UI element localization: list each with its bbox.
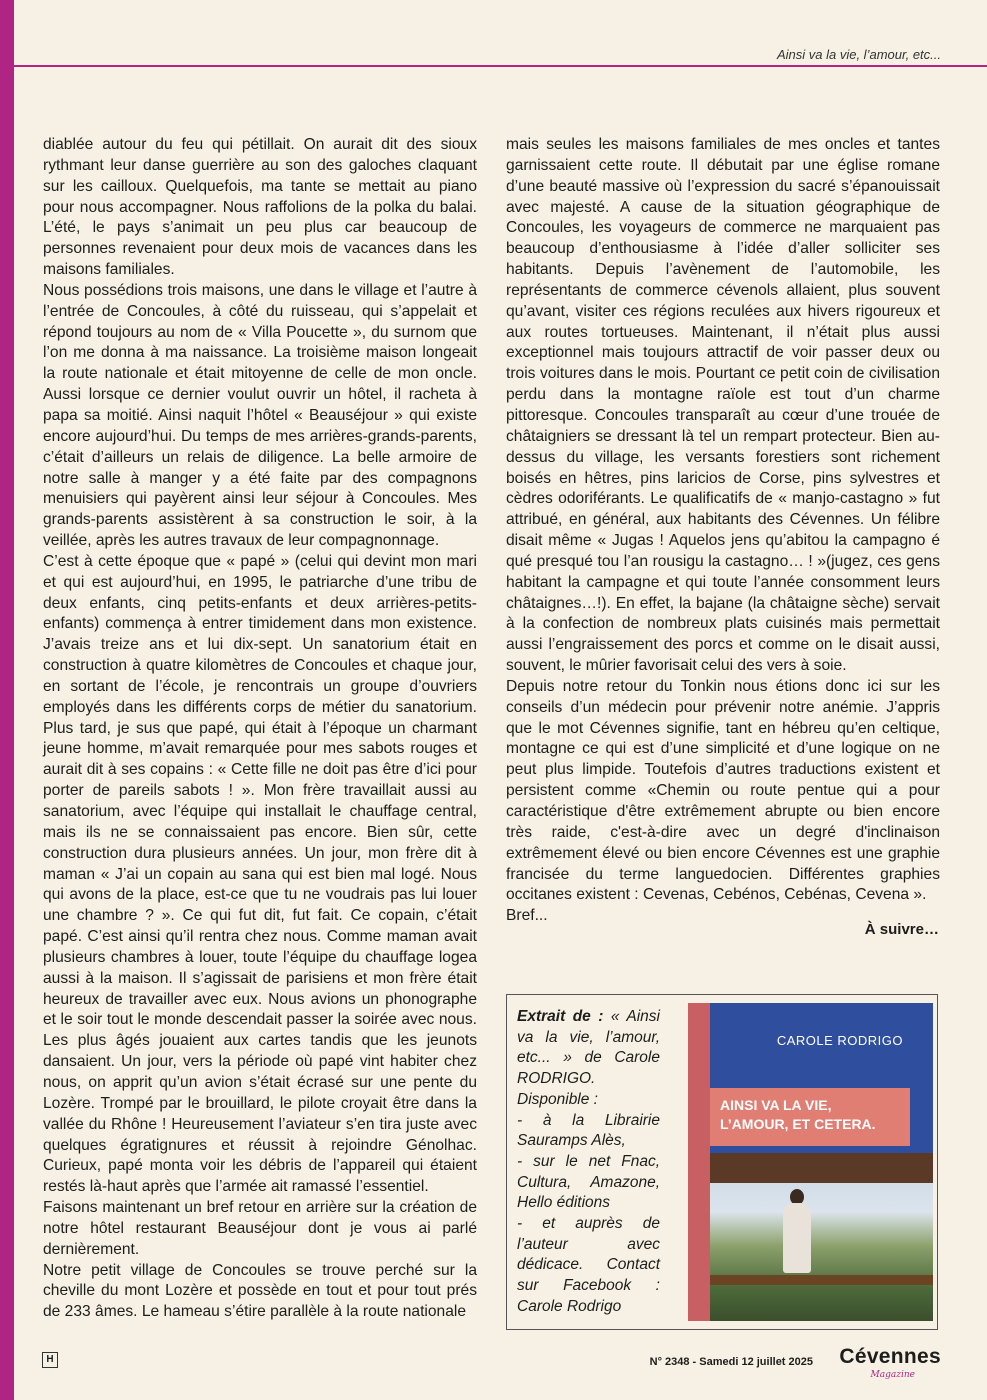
issue-info: N° 2348 - Samedi 12 juillet 2025: [649, 1356, 813, 1368]
paragraph: Notre petit village de Concoules se trouve perché sur la cheville du mont Lozère et possède en tout et pour tout prés de 233 âmes. Le hameau s’étire parallèle à la route nationale: [43, 1261, 477, 1321]
paragraph: mais seules les maisons familiales de mes oncles et tantes garnissaient cette route. Il débutait par une église romane d’une beauté massive où l’expression du sacré s’épanouissait avec majesté. A cause de la situation géographique de Concoules, les voyageurs de commerce ne marquaient pas beaucoup d’enthousiasme à l’idée d’aller solliciter ses habitants. Depuis l’avènement de l’automobile, les représentants de commerce cévenols allaient, plus souvent qu’avant, visiter ces régions reculées aux hivers rigoureux et aux routes tortueuses. Maintenant, il n’était plus aussi exceptionnel mais toujours attractif de voir passer deux ou trois voitures dans le mois. Pourtant ce petit coin de civilisation perdu dans la montagne raïole est tout d’un charme pittoresque. Concoules transparaît au cœur d’une trouée de châtaigniers se dressant là tel un rempart protecteur. Bien au-dessus du village, les versants forestiers sont richement boisés en hêtres, pins laricios de Corse, pins sylvestres et cèdres odoriférants. Le qualificatifs de « manjo-castagno » fut attribué, en général, aux habitants des Cévennes. Un félibre disait même « Jugas ! Aquelos jens qu’abitou la campagno é qué presqué tou l’an rousigu la castagno… ! »(jugez, ces gens habitant la campagne et qui toute l’année consomment leurs châtaignes…!). En effet, la bajane (la châtaigne sèche) servait à la confection de nombreux plats cuisinés mais permettait aussi l’engraissement des porcs et comme on le disait aussi, souvent, le mûrier favorisait celui des vers à soie.: [506, 136, 940, 675]
book-roof: [710, 1153, 933, 1183]
book-extract-box: [506, 994, 938, 1330]
article-left-column: [43, 135, 477, 1323]
book-person-figure: [783, 1203, 811, 1273]
book-cover-image: [688, 1003, 933, 1321]
paragraph: Faisons maintenant un bref retour en arrière sur la création de notre hôtel restaurant Beauséjour dont je vous ai parlé dernièrement.: [43, 1199, 477, 1258]
book-title: AINSI VA LA VIE, L’AMOUR, ET CETERA.: [710, 1088, 910, 1146]
extract-label: Extrait de :: [517, 1008, 604, 1025]
paragraph: C’est à cette époque que « papé » (celui qui devint mon mari et qui est aujourd’hui, en 1995, le patriarche d’une tribu de deux enfants, cinq petits-enfants et deux arrières-petits-enfants) commença à entrer timidement dans mon existence. J’avais treize ans et lui dix-sept. Un sanatorium était en construction à quatre kilomètres de Concoules et chaque jour, en sortant de l’école, je rencontrais un groupe d’ouvriers employés dans les différents corps de métier du sanatorium. Plus tard, je sus que papé, qui était à l’époque un charmant jeune homme, m’avait remarquée pour mes sabots rouges et aurait dit à ses copains : « Cette fille ne doit pas être d’ici pour porter de pareils sabots ! ». Mon frère travaillait aussi au sanatorium, avec l’équipe qui installait le chauffage central, mais ils ne se connaissaient pas encore. Bien sûr, cette construction dura plusieurs années. Un jour, mon frère dit à maman « J’ai un copain au sana qui est bien mal logé. Nous qui avons de la place, est-ce que tu ne voudrais pas lui louer une chambre ? ». Ce qui fut dit, fut fait. Ce copain, c’était papé. C’est ainsi qu’il rentra chez nous. Comme maman avait plusieurs chambres à louer, toute l’équipe du chauffage logea aussi à la maison. Il s’agissait de parisiens et mon frère était heureux de travailler avec eux. Nous avions un phonographe et le soir tout le monde descendait passer la soirée avec nous. Les plus âgés jouaient aux cartes tandis que les jeunots dansaient. Un jour, vers la période où papé vint habiter chez nous, on apprit qu’un avion s’était écrasé sur une pente du Lozère. Trompé par le brouillard, le pilote croyait être dans la vallée du Rhône ! Heureusement l’aviateur s’en tira juste avec quelques égratignures et réussit à rejoindre Génolhac. Curieux, papé monta voir les débris de l’appareil qui étaient restés là-haut après que l’armée ait ramassé l’essentiel.: [43, 552, 477, 1196]
to-be-continued: À suivre…: [864, 921, 939, 938]
article-right-column: [506, 135, 940, 927]
extract-source: « Ainsi va la vie, l’amour, etc... » de Carole RODRIGO.: [517, 1008, 660, 1088]
availability-item: - sur le net Fnac, Cultura, Amazone, Hello éditions: [517, 1152, 660, 1212]
availability-item: - et auprès de l’auteur avec dédicace. Contact sur Facebook : Carole Rodrigo: [517, 1215, 660, 1315]
book-railing: [710, 1275, 933, 1285]
extract-text: [517, 1007, 660, 1318]
paragraph: diablée autour du feu qui pétillait. On aurait dit des sioux rythmant leur danse guerrière au son des galoches claquant sur les cailloux. Quelquefois, ma tante se mettait au piano pour nous accompagner. Nous raffolions de la polka du balai. L’été, le pays s’animait un peu plus car beaucoup de personnes revenaient pour deux mois de vacances dans les maisons familiales.: [43, 136, 477, 279]
header-rule: [14, 65, 987, 67]
paragraph: Depuis notre retour du Tonkin nous étions donc ici sur les conseils d’un médecin pour prévenir notre anémie. J’appris que le mot Cévennes signifie, tant en hébreu qu’en celtique, montagne ce qui est d’une simplicité et d’une logique on ne peut plus limpide. Toutefois d’autres traductions existent et persistent comme «Chemin ou route pentue qui a pour caractéristique d'être extrêmement abrupte ou bien encore très raide, c'est-à-dire avec un degré d'inclinaison extrêmement élevé ou bien encore Cévennes est une graphie francisée du terme languedocien. Différentes graphies occitanes existent : Cevenas, Cebénos, Cebénas, Cevena ».: [506, 677, 940, 904]
paragraph: Nous possédions trois maisons, une dans le village et l’autre à l’entrée de Concoules, à côté du ruisseau, qui s’appelait et répond toujours au nom de « Villa Poucette », du surnom que l’on me donna à ma naissance. La troisième maison longeait la route nationale et était mitoyenne de celle de mon oncle. Aussi lorsque ce dernier voulut ouvrir un hôtel, il racheta à papa sa moitié. Ainsi naquit l’hôtel « Beauséjour » qui existe encore aujourd’hui. Du temps de mes arrières-grands-parents, c’était d’ailleurs un relais de diligence. La belle armoire de notre salle à manger y a été faite par des compagnons menuisiers qui payèrent ainsi leur séjour à Concoules. Mes grands-parents assistèrent à sa construction le soir, à la veillée, après les autres travaux de leur compagnonnage.: [43, 281, 477, 550]
book-author: CAROLE RODRIGO: [776, 1033, 903, 1048]
brand-logo: Cévennes: [839, 1345, 941, 1368]
footer-h-mark: H: [42, 1352, 58, 1368]
running-title: Ainsi va la vie, l’amour, etc...: [776, 47, 941, 62]
book-spine: [688, 1003, 710, 1321]
availability-label: Disponible :: [517, 1090, 598, 1108]
brand-subtitle: Magazine: [870, 1370, 915, 1380]
availability-item: - à la Librairie Sauramps Alès,: [517, 1111, 660, 1150]
paragraph: Bref...: [506, 907, 548, 925]
left-accent-bar: [0, 0, 14, 1400]
